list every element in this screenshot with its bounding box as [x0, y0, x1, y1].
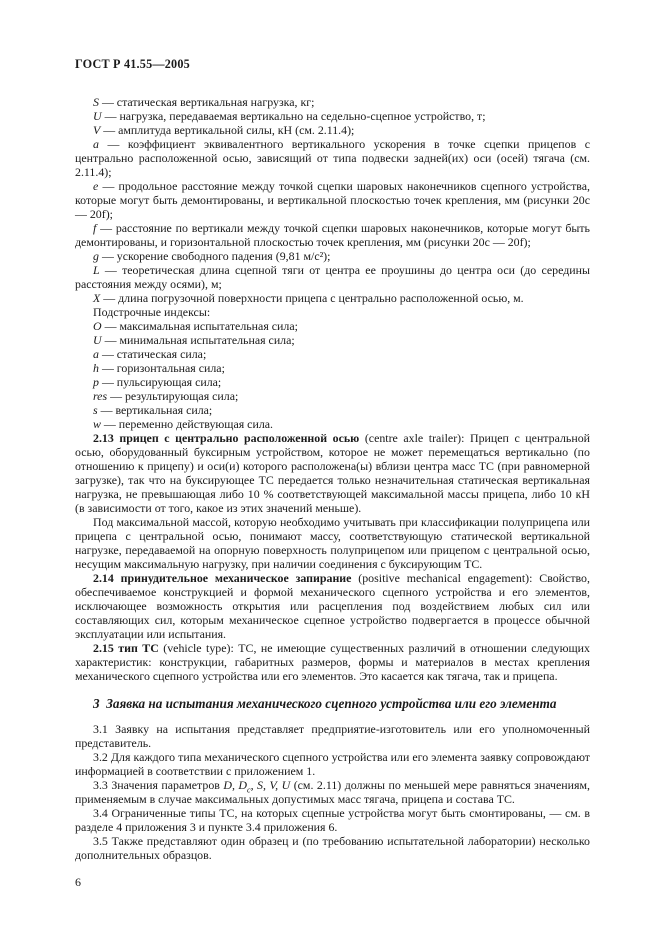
paragraph-rest: (см. 2.11) должны по меньшей мере равняться значениям, применяемым в случае максимальных допустимых масс тягача, прицепа и состава ТС.: [75, 777, 590, 806]
parameter-symbols: D, D: [223, 777, 248, 792]
definition-symbol: a: [93, 137, 99, 151]
note-max-mass: Под максимальной массой, которую необходимо учитывать при классификации полуприцепа или прицепа с центральной осью, понимают массу, соответствующую статической вертикальной нагрузке, передаваемой на опорную поверхность полуприцепом или прицепом с центральной осью, несущим максимальную нагрузку, при наличии соединения с буксирующим ТС.: [75, 515, 590, 571]
index-res: [75, 389, 590, 403]
definition-X: [75, 291, 590, 305]
definition-L: [75, 263, 590, 291]
index-w: [75, 417, 590, 431]
page-number: 6: [75, 875, 81, 889]
term-english: (positive mechanical engagement):: [358, 571, 533, 585]
definition-symbol: L: [93, 263, 100, 277]
index-symbol: w: [93, 417, 101, 431]
parameter-symbols: , S, V, U: [250, 777, 291, 792]
definition-symbol: S: [93, 95, 99, 109]
definition-text: — теоретическая длина сцепной тяги от центра ее проушины до центра оси (до середины расстояния между осями), м;: [75, 263, 591, 291]
term-title: [93, 641, 159, 655]
definition-text: — расстояние по вертикали между точкой сцепки шаровых наконечников, которые могут быть демонтированы, и горизонтальной плоскостью точек крепления, мм (рисунки 20c — 20f);: [75, 221, 590, 249]
index-symbol: U: [93, 333, 102, 347]
term-2-14: [75, 571, 590, 641]
term-english: (centre axle trailer):: [364, 431, 465, 445]
term-number: 2.13: [93, 431, 114, 445]
term-number: 2.15: [93, 641, 114, 655]
document-title: ГОСТ Р 41.55—2005: [75, 57, 190, 71]
term-title: [93, 431, 359, 445]
definition-text: — длина погрузочной поверхности прицепа с центрально расположенной осью, м.: [103, 291, 524, 305]
index-symbol: p: [93, 375, 99, 389]
document-body: [75, 95, 590, 862]
index-s: [75, 403, 590, 417]
paragraph-3-2: 3.2 Для каждого типа механического сцепного устройства или его элемента заявку сопровождают информацией в соответствии с приложением 1.: [75, 749, 590, 778]
definition-text: — продольное расстояние между точкой сцепки шаровых наконечников сцепного устройства, которые могут быть демонтированы, и вертикальной плоскостью точек крепления, мм (рисунки 20c — 20f);: [75, 179, 590, 221]
index-text: — минимальная испытательная сила;: [104, 333, 295, 347]
definition-symbol: U: [93, 109, 102, 123]
index-O: [75, 319, 590, 333]
definition-text: — ускорение свободного падения (9,81 м/с²);: [101, 249, 331, 263]
term-title: [93, 571, 351, 585]
definition-symbol: f: [93, 221, 97, 235]
page-content: [75, 57, 590, 862]
index-U: [75, 333, 590, 347]
parameter-subscript: c: [247, 784, 251, 794]
index-symbol: s: [93, 403, 98, 417]
term-2-15: [75, 641, 590, 683]
paragraph-3-5: 3.5 Также представляют один образец и (по требованию испытательной лаборатории) несколько дополнительных образцов.: [75, 833, 590, 862]
definition-symbol: X: [93, 291, 101, 305]
definition-S: [75, 95, 590, 109]
index-p: [75, 375, 590, 389]
index-h: [75, 361, 590, 375]
term-name: прицеп с центрально расположенной осью: [119, 431, 360, 445]
definition-a: [75, 137, 590, 179]
term-name: принудительное механическое запирание: [120, 571, 352, 585]
term-definition: Прицеп с центральной осью, оборудованный буксирным устройством, которое не может перемещаться вертикально (по отношению к прицепу) и оси(и) которого расположена(ы) вблизи центра масс ТС (при равномерной загрузке), так что на буксирующее ТС передается только незначительная статическая вертикальная нагрузка, не превышающая либо 10 % соответствующей максимальной массы прицепа, либо 10 кН (в зависимости от того, какое из этих значений меньше).: [75, 431, 591, 515]
definition-symbol: V: [93, 123, 101, 137]
paragraph-lead: 3.3 Значения параметров: [93, 777, 224, 792]
definition-f: [75, 221, 590, 249]
index-text: — горизонтальная сила;: [101, 361, 225, 375]
index-text: — результирующая сила;: [110, 389, 239, 403]
index-symbol: a: [93, 347, 99, 361]
definition-U: [75, 109, 590, 123]
paragraph-3-3: [75, 778, 590, 806]
definition-text: — коэффициент эквивалентного вертикального ускорения в точке сцепки прицепов с центрально расположенной осью, зависящий от типа подвески задней(их) оси (осей) тягача (см. 2.11.4);: [75, 137, 590, 179]
definition-text: — статическая вертикальная нагрузка, кг;: [101, 95, 315, 109]
definition-V: [75, 123, 590, 137]
index-a: [75, 347, 590, 361]
term-name: тип ТС: [118, 641, 159, 655]
index-text: — максимальная испытательная сила;: [104, 319, 298, 333]
term-number: 2.14: [93, 571, 114, 585]
index-text: — вертикальная сила;: [100, 403, 213, 417]
paragraph-3-4: 3.4 Ограниченные типы ТС, на которых сцепные устройства могут быть смонтированы, — см. в разделе 4 приложения 3 и пункте 3.4 приложения 6.: [75, 805, 590, 834]
term-definition: Свойство, обеспечиваемое конструкцией и формой механического сцепного устройства и его элементов, исключающее возможность открытия или расцепления под воздействием любых сил или составляющих сил, которым механическое сцепное устройство подвергается в процессе обычной эксплуатации или испытания.: [75, 571, 590, 641]
definition-e: [75, 179, 590, 221]
definition-symbol: g: [93, 249, 99, 263]
term-2-13: [75, 431, 590, 515]
paragraph-3-1: 3.1 Заявку на испытания представляет предприятие-изготовитель или его уполномоченный представитель.: [75, 721, 590, 750]
term-english: (vehicle type):: [163, 641, 234, 655]
definition-text: — амплитуда вертикальной силы, кН (см. 2.11.4);: [103, 123, 355, 137]
section-3-heading: 3 Заявка на испытания механического сцепного устройства или его элемента: [93, 696, 557, 711]
indices-title: Подстрочные индексы:: [93, 305, 211, 319]
index-symbol: h: [93, 361, 99, 375]
index-text: — переменно действующая сила.: [103, 417, 273, 431]
definition-text: — нагрузка, передаваемая вертикально на седельно-сцепное устройство, т;: [104, 109, 486, 123]
index-symbol: O: [93, 319, 102, 333]
index-symbol: res: [93, 389, 108, 403]
definition-symbol: e: [93, 179, 99, 193]
definition-g: [75, 249, 590, 263]
index-text: — статическая сила;: [101, 347, 207, 361]
term-definition: ТС, не имеющие существенных различий в отношении следующих характеристик: конструкции, габаритных размеров, формы и материалов в местах крепления механического сцепного устройства или его элементов. Это касается как тягача, так и прицепа.: [75, 641, 590, 683]
index-text: — пульсирующая сила;: [101, 375, 222, 389]
